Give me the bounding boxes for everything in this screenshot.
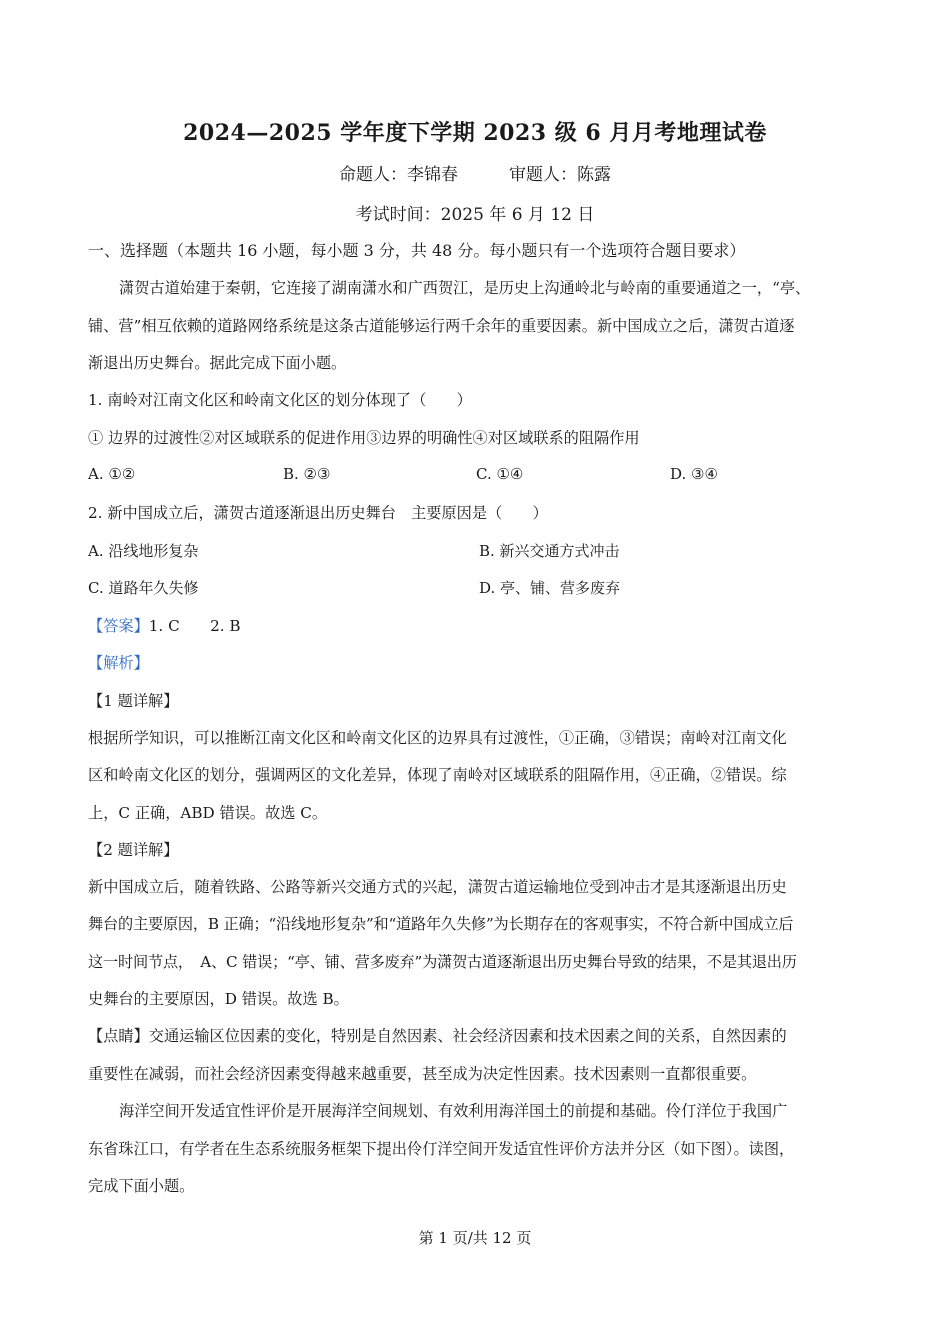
passage2-line: 海洋空间开发适宜性评价是开展海洋空间规划、有效利用海洋国土的前提和基础。伶仃洋位于我国广 xyxy=(119,1102,788,1120)
exam-time: 考试时间：2025 年 6 月 12 日 xyxy=(355,205,595,225)
q1-option-d: D. ③④ xyxy=(670,465,718,483)
question-1-statements: ① 边界的过渡性②对区域联系的促进作用③边界的明确性④对区域联系的阻隔作用 xyxy=(88,429,640,447)
passage2-line: 东省珠江口，有学者在生态系统服务框架下提出伶仃洋空间开发适宜性评价方法并分区（如下图）。读图， xyxy=(88,1140,795,1158)
q1-option-b: B. ②③ xyxy=(283,465,331,483)
analysis-label: 【解析】 xyxy=(88,654,149,672)
passage1-line: 渐退出历史舞台。据此完成下面小题。 xyxy=(88,354,347,372)
passage1-line: 潇贺古道始建于秦朝，它连接了湖南潇水和广西贺江，是历史上沟通岭北与岭南的重要通道之一，“亭、 xyxy=(119,279,811,297)
detail-2-line: 史舞台的主要原因，D 错误。故选 B。 xyxy=(88,990,349,1008)
q1-option-c: C. ①④ xyxy=(476,465,524,483)
authors-line: 命题人：李锦春 审题人：陈露 xyxy=(339,165,611,185)
detail-2-line: 新中国成立后，随着铁路、公路等新兴交通方式的兴起，潇贺古道运输地位受到冲击才是其逐渐退出历史 xyxy=(88,878,787,896)
question-1-stem: 1. 南岭对江南文化区和岭南文化区的划分体现了（ ） xyxy=(88,391,472,409)
q2-option-d: D. 亭、铺、营多废弃 xyxy=(479,579,621,597)
answer-line xyxy=(88,615,241,636)
comment-text: 交通运输区位因素的变化，特别是自然因素、社会经济因素和技术因素之间的关系，自然因素的 xyxy=(148,1027,787,1045)
detail-1-label: 【1 题详解】 xyxy=(88,692,179,710)
q2-option-b: B. 新兴交通方式冲击 xyxy=(479,542,620,560)
detail-2-line: 舞台的主要原因，B 正确；“沿线地形复杂”和“道路年久失修”为长期存在的客观事实，不符合新中国成立后 xyxy=(88,915,794,933)
answer-label: 【答案】 xyxy=(88,617,149,635)
question-2-stem: 2. 新中国成立后，潇贺古道逐渐退出历史舞台 主要原因是（ ） xyxy=(88,504,548,522)
q2-option-a: A. 沿线地形复杂 xyxy=(88,542,199,560)
section-heading: 一、选择题（本题共 16 小题，每小题 3 分，共 48 分。每小题只有一个选项符合题目要求） xyxy=(88,241,746,260)
comment-line xyxy=(88,1025,787,1046)
page-footer: 第 1 页/共 12 页 xyxy=(418,1229,532,1247)
comment-line: 重要性在减弱，而社会经济因素变得越来越重要，甚至成为决定性因素。技术因素则一直都很重要。 xyxy=(88,1065,757,1083)
comment-label: 【点睛】 xyxy=(88,1027,149,1045)
q2-option-c: C. 道路年久失修 xyxy=(88,579,199,597)
detail-2-line: 这一时间节点， A、C 错误；“亭、铺、营多废弃”为潇贺古道逐渐退出历史舞台导致的结果，不是其退出历 xyxy=(88,953,797,971)
detail-1-line: 根据所学知识，可以推断江南文化区和岭南文化区的边界具有过渡性，①正确，③错误；南岭对江南文化 xyxy=(88,729,787,747)
answer-text: 1. C 2. B xyxy=(148,617,241,635)
passage1-line: 铺、营”相互依赖的道路网络系统是这条古道能够运行两千余年的重要因素。新中国成立之后，潇贺古道逐 xyxy=(88,317,795,335)
detail-1-line: 上，C 正确，ABD 错误。故选 C。 xyxy=(88,804,328,822)
detail-1-line: 区和岭南文化区的划分，强调两区的文化差异，体现了南岭对区域联系的阻隔作用，④正确，②错误。综 xyxy=(88,766,787,784)
q1-option-a: A. ①② xyxy=(88,465,136,483)
page-title: 2024—2025 学年度下学期 2023 级 6 月月考地理试卷 xyxy=(183,120,767,146)
detail-2-label: 【2 题详解】 xyxy=(88,841,179,859)
passage2-line: 完成下面小题。 xyxy=(88,1177,195,1195)
